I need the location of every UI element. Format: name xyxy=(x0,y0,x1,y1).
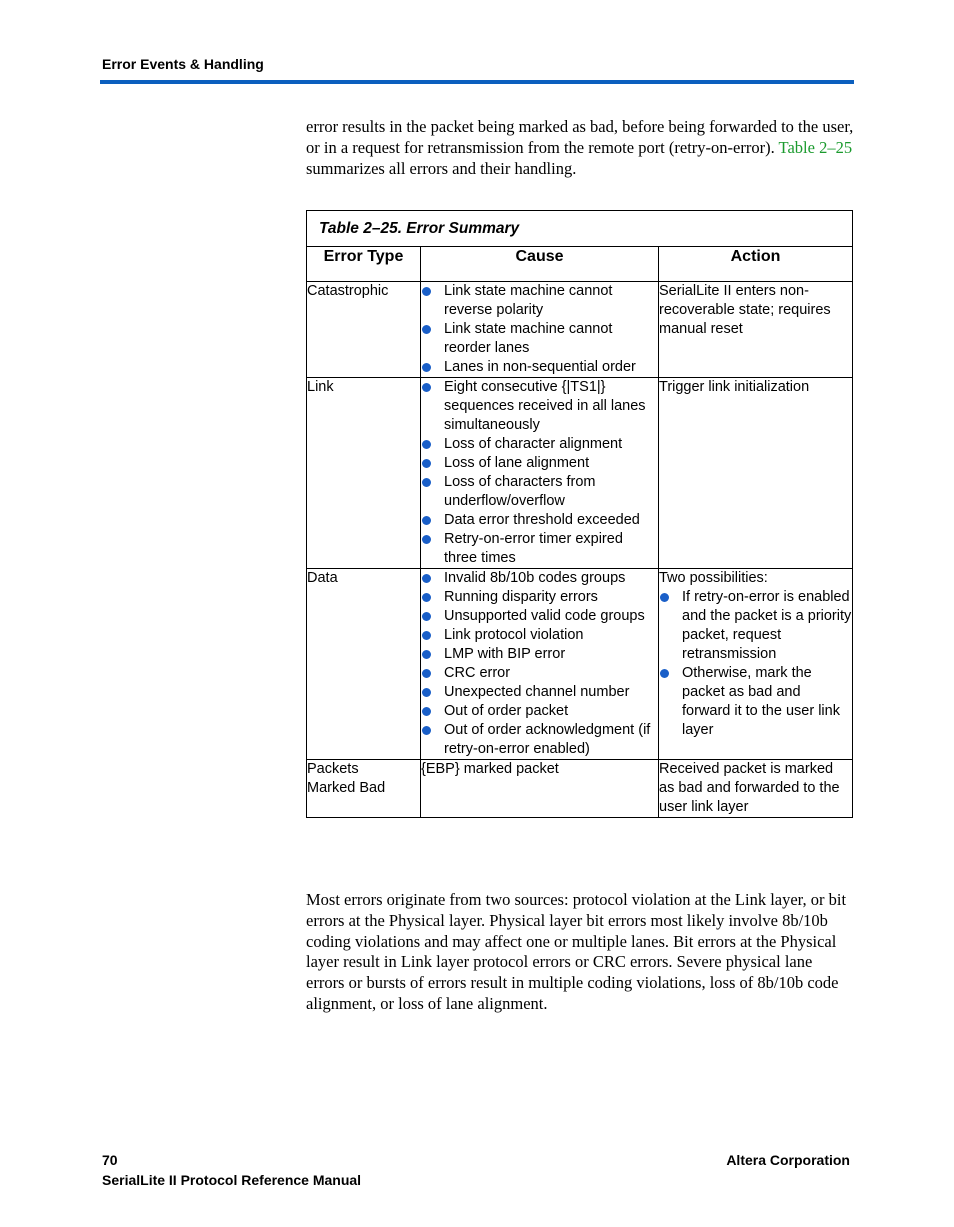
list-item: CRC error xyxy=(421,664,658,683)
cause-list xyxy=(421,282,658,377)
manual-title: SerialLite II Protocol Reference Manual xyxy=(102,1172,362,1188)
list-item: If retry-on-error is enabled and the packet is a priority packet, request retransmission xyxy=(659,588,852,664)
list-item: Invalid 8b/10b codes groups xyxy=(421,569,658,588)
table-cross-reference-link[interactable]: Table 2–25 xyxy=(778,137,853,157)
header-rule xyxy=(100,80,854,84)
action-text: Trigger link initialization xyxy=(659,379,810,395)
list-item: Lanes in non-sequential order xyxy=(421,358,658,377)
column-header-error-type: Error Type xyxy=(307,247,421,282)
bullet-icon xyxy=(422,459,431,468)
list-item: Loss of characters from underflow/overflow xyxy=(421,473,658,511)
table-row xyxy=(307,569,853,760)
intro-text-before: error results in the packet being marked as bad, before being forwarded to the user, or in a request for retransmission from the remote port (retry-on-error). xyxy=(306,117,854,157)
bullet-icon xyxy=(422,478,431,487)
table-row xyxy=(307,282,853,378)
section-header: Error Events & Handling xyxy=(102,56,264,72)
bullet-icon xyxy=(422,631,431,640)
bullet-icon xyxy=(660,669,669,678)
table-caption: Table 2–25. Error Summary xyxy=(307,211,853,247)
bullet-icon xyxy=(422,287,431,296)
bullet-icon xyxy=(422,726,431,735)
list-item: LMP with BIP error xyxy=(421,645,658,664)
intro-text-after: summarizes all errors and their handling. xyxy=(306,158,577,178)
error-type-cell: Link xyxy=(307,379,334,395)
company-name: Altera Corporation xyxy=(726,1152,850,1168)
cause-list xyxy=(421,569,658,759)
list-item: Loss of lane alignment xyxy=(421,454,658,473)
list-item: Retry-on-error timer expired three times xyxy=(421,530,658,568)
list-item: Link state machine cannot reverse polarity xyxy=(421,282,658,320)
column-header-cause: Cause xyxy=(421,247,659,282)
error-summary-table xyxy=(306,210,853,818)
bullet-icon xyxy=(422,574,431,583)
bullet-icon xyxy=(422,516,431,525)
body-paragraph: Most errors originate from two sources: protocol violation at the Link layer, or bit errors at the Physical layer. Physical layer bit errors most likely involve 8b/10b coding violations and may affect one or multiple lanes. Bit errors at the Physical layer result in Link layer protocol errors or CRC errors. Severe physical lane errors or bursts of errors result in multiple coding violations, loss of 8b/10b code alignment, or loss of lane alignment. xyxy=(306,890,847,1013)
bullet-icon xyxy=(422,440,431,449)
action-list xyxy=(659,588,852,740)
page-number: 70 xyxy=(102,1152,118,1168)
footer-left xyxy=(102,1150,361,1190)
bullet-icon xyxy=(422,612,431,621)
error-type-cell: Packets xyxy=(307,761,359,777)
bullet-icon xyxy=(422,363,431,372)
bullet-icon xyxy=(422,535,431,544)
error-type-cell: Data xyxy=(307,570,338,586)
bullet-icon xyxy=(422,669,431,678)
error-type-cell: Catastrophic xyxy=(307,283,389,299)
list-item: Otherwise, mark the packet as bad and forward it to the user link layer xyxy=(659,664,852,740)
list-item: Link state machine cannot reorder lanes xyxy=(421,320,658,358)
intro-paragraph xyxy=(306,117,854,179)
cause-text: {EBP} marked packet xyxy=(421,761,559,777)
bullet-icon xyxy=(422,383,431,392)
list-item: Eight consecutive {|TS1|} sequences received in all lanes simultaneously xyxy=(421,378,658,435)
column-header-action: Action xyxy=(659,247,853,282)
list-item: Out of order acknowledgment (if retry-on-error enabled) xyxy=(421,721,658,759)
list-item: Unsupported valid code groups xyxy=(421,607,658,626)
action-text: Two possibilities: xyxy=(659,570,768,586)
table-row xyxy=(307,378,853,569)
list-item: Loss of character alignment xyxy=(421,435,658,454)
bullet-icon xyxy=(422,325,431,334)
bullet-icon xyxy=(422,593,431,602)
bullet-icon xyxy=(422,650,431,659)
list-item: Running disparity errors xyxy=(421,588,658,607)
table-row xyxy=(307,760,853,818)
list-item: Link protocol violation xyxy=(421,626,658,645)
bullet-icon xyxy=(422,688,431,697)
bullet-icon xyxy=(660,593,669,602)
list-item: Out of order packet xyxy=(421,702,658,721)
bullet-icon xyxy=(422,707,431,716)
action-text: SerialLite II enters non-recoverable state; requires manual reset xyxy=(659,283,831,337)
error-type-cell-line2: Marked Bad xyxy=(307,780,386,796)
action-text: Received packet is marked as bad and forwarded to the user link layer xyxy=(659,761,840,815)
list-item: Data error threshold exceeded xyxy=(421,511,658,530)
list-item: Unexpected channel number xyxy=(421,683,658,702)
cause-list xyxy=(421,378,658,568)
